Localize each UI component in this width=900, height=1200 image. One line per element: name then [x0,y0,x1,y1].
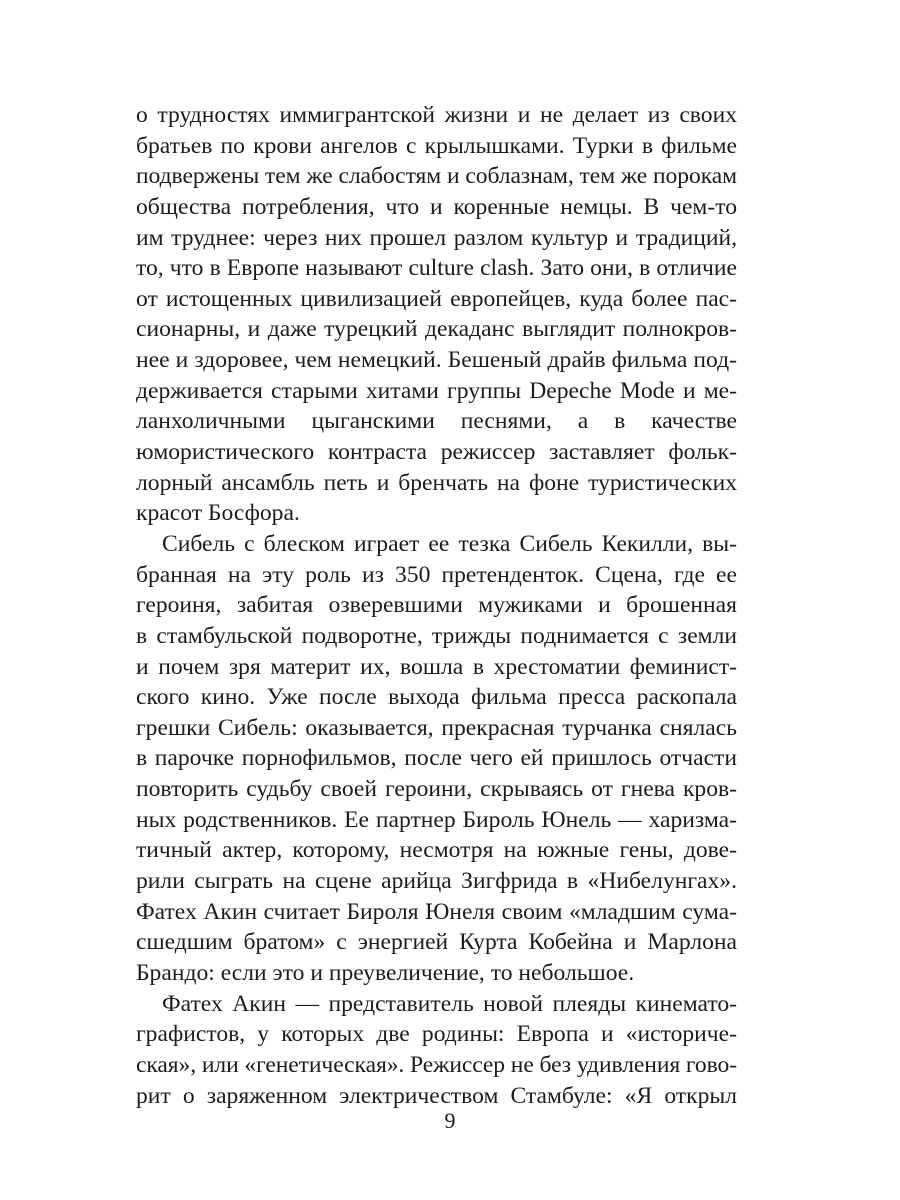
paragraph-1 [136,100,737,529]
text-line: лорный ансамбль петь и бренчать на фоне туристических [136,469,737,496]
text-line: Сибель с блеском играет ее тезка Сибель Кекилли, вы- [162,530,737,557]
text-line: в парочке порнофильмов, после чего ей пришлось отчасти [136,745,737,772]
text-line: грешки Сибель: оказывается, прекрасная турчанка снялась [136,714,737,741]
text-line: нее и здоровее, чем немецкий. Бешеный драйв фильма под- [136,347,737,374]
text-line: юмористического контраста режиссер заставляет фольк- [136,439,737,466]
text-line: ных родственников. Ее партнер Бироль Юнель — харизма- [136,806,737,833]
text-line: Брандо: если это и преувеличение, то небольшое. [136,959,635,986]
text-line: держивается старыми хитами группы Depeche Mode и ме- [136,377,737,404]
text-line: сшедшим братом» с энергией Курта Кобейна и Марлона [136,929,737,956]
text-line: красот Босфора. [136,500,300,527]
text-line: героиня, забитая озверевшими мужиками и брошенная [136,592,737,619]
paragraph-2 [136,529,737,989]
text-line: повторить судьбу своей героини, скрываясь от гнева кров- [136,776,737,803]
text-line: подвержены тем же слабостям и соблазнам, тем же порокам [136,163,737,190]
text-line: им труднее: через них прошел разлом культур и традиций, [136,224,737,251]
text-line: о трудностях иммигрантской жизни и не делает из своих [136,102,737,128]
text-line: то, что в Европе называют culture clash. Зато они, в отличие [136,255,737,282]
text-line: Фатех Акин — представитель новой плеяды кинемато- [162,990,737,1017]
text-line: и почем зря материт их, вошла в хрестоматии феминист- [136,653,737,680]
text-line: ланхоличными цыганскими песнями, а в качестве [136,408,737,435]
text-line: рит о заряженном электричеством Стамбуле: «Я открыл [136,1082,737,1109]
text-line: ская», или «генетическая». Режиссер не без удивления гово- [136,1051,737,1078]
text-line: братьев по крови ангелов с крылышками. Турки в фильме [136,132,737,159]
text-line: общества потребления, что и коренные немцы. В чем-то [136,193,737,220]
text-line: графистов, у которых две родины: Европа и «историче- [136,1021,737,1048]
body-text [136,100,737,1111]
text-line: в стамбульской подворотне, трижды поднимается с земли [136,622,737,649]
page-number: 9 [444,1108,456,1133]
text-line: бранная на эту роль из 350 претенденток. Сцена, где ее [136,561,737,588]
text-line: ского кино. Уже после выхода фильма пресса раскопала [136,684,737,711]
text-line: от истощенных цивилизацией европейцев, куда более пас- [136,285,737,312]
text-line: рили сыграть на сцене арийца Зигфрида в «Нибелунгах». [136,868,737,895]
text-line: сионарны, и даже турецкий декаданс выглядит полнокров- [136,316,737,343]
text-line: тичный актер, которому, несмотря на южные гены, дове- [136,837,737,864]
text-line: Фатех Акин считает Бироля Юнеля своим «младшим сума- [136,898,737,925]
paragraph-3 [136,989,737,1112]
